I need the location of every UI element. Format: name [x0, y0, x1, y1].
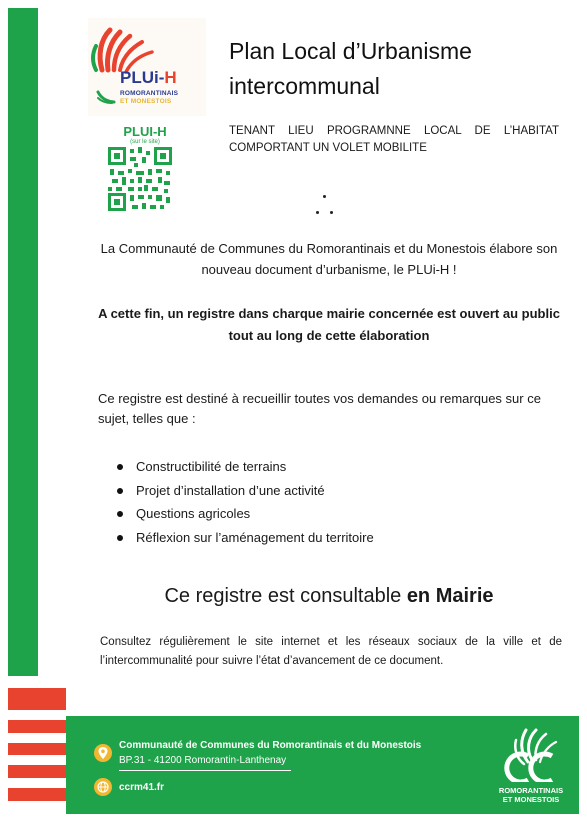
- list-item: Questions agricoles: [110, 502, 530, 526]
- red-stripes: [8, 688, 66, 813]
- page-title: Plan Local d’Urbanisme intercommunal: [229, 38, 472, 99]
- qr-subtitle: (sur le site): [130, 139, 160, 145]
- logo-green-swoosh-icon: [96, 90, 116, 104]
- purpose-paragraph: Ce registre est destiné à recueillir toutes vos demandes ou remarques sur ce sujet, telles que :: [98, 391, 541, 426]
- bullet-icon: [117, 511, 123, 517]
- consultation-heading: Ce registre est consultable en Mairie: [164, 585, 494, 607]
- left-green-bar: [8, 8, 38, 676]
- list-item: Projet d’installation d’une activité: [110, 479, 530, 503]
- intro-paragraph: La Communauté de Communes du Romorantinais et du Monestois élabore son nouveau document d’urbanisme, le PLUi-H !: [100, 241, 558, 277]
- list-item: Constructibilité de terrains: [110, 455, 530, 479]
- bullet-icon: [117, 488, 123, 494]
- bullet-icon: [117, 535, 123, 541]
- footer-banner: [66, 716, 579, 814]
- list-item: Réflexion sur l’aménagement du territoire: [110, 526, 530, 550]
- logo-subtext: ROMORANTINAIS ET MONESTOIS: [120, 90, 179, 105]
- qr-code-icon[interactable]: [108, 147, 172, 211]
- ccrm-logo-icon: [498, 722, 572, 782]
- plui-h-logo: [88, 18, 206, 116]
- footer-website-link[interactable]: ccrm41.fr: [119, 782, 165, 793]
- registry-announcement: A cette fin, un registre dans charque mairie concernée est ouvert au public tout au long de cette élaboration: [98, 306, 560, 343]
- qr-title: PLUI-H: [123, 124, 167, 139]
- subtitle: TENANT LIEU PROGRAMNNE LOCAL DE L’HABITAT COMPORTANT UN VOLET MOBILITE: [229, 125, 559, 154]
- globe-icon: [94, 778, 112, 796]
- bullet-icon: [117, 464, 123, 470]
- footer-address: BP.31 - 41200 Romorantin-Lanthenay: [119, 755, 287, 766]
- follow-up-note: Consultez régulièrement le site internet et les réseaux sociaux de la ville et de l’intercommunalité pour suivre l’état d’avancement de ce document.: [100, 636, 562, 667]
- footer-organization: Communauté de Communes du Romorantinais et du Monestois: [119, 740, 422, 751]
- topics-list: [110, 455, 530, 549]
- decorative-dots: [312, 193, 338, 217]
- ccrm-logo-text: ROMORANTINAIS ET MONESTOIS: [498, 786, 564, 804]
- footer-divider: [119, 770, 291, 771]
- logo-plui-h-text: PLUi-H: [120, 68, 177, 87]
- map-pin-icon: [94, 744, 112, 762]
